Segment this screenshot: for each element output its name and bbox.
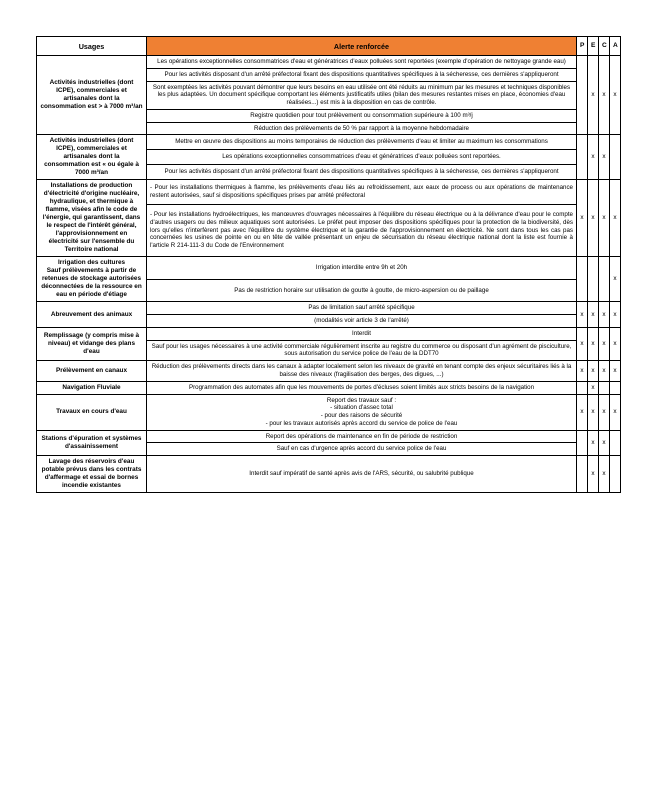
flag-cell: x — [599, 56, 610, 135]
usage-label: Activités industrielles (dont ICPE), commerciales et artisanales dont la consommation est > à 7000 m³/an — [37, 56, 147, 135]
restrictions-table-sheet — [36, 36, 620, 493]
measure-cell: Sont exemptées les activités pouvant démontrer que leurs besoins en eau utilisée ont été réduits au minimum par les mesures et techniques disponibles les plus adaptées. Un document spécifique comportant les éléments justificatifs utiles (bilan des mesures restantes mises en place, économies d'eau réalisées...) est mis à la disposition en cas de contrôle. — [147, 81, 577, 109]
flag-cell: x — [599, 135, 610, 180]
flag-cell: x — [588, 430, 599, 456]
flag-cell — [610, 430, 621, 456]
flag-cell: x — [588, 381, 599, 394]
flag-cell: x — [577, 302, 588, 328]
flag-cell: x — [610, 394, 621, 430]
usage-label: Irrigation des cultures Sauf prélèvements à partir de retenues de stockage autorisées déconnectées de la ressource en eau en période d'étiage — [37, 257, 147, 302]
usage-label: Lavage des réservoirs d'eau potable prévus dans les contrats d'affermage et essai de bornes incendie existantes — [37, 456, 147, 493]
table-row — [37, 180, 621, 205]
water-restrictions-table — [36, 36, 621, 493]
table-header-row — [37, 37, 621, 56]
usage-label: Abreuvement des animaux — [37, 302, 147, 328]
flag-cell — [577, 135, 588, 180]
flag-cell: x — [599, 430, 610, 456]
flag-cell: x — [588, 394, 599, 430]
measure-line: Report des travaux sauf : — [326, 396, 397, 404]
measure-line: - pour des raisons de sécurité — [320, 412, 403, 419]
measure-cell: Irrigation interdite entre 9h et 20h — [147, 257, 577, 280]
flag-cell: x — [610, 180, 621, 257]
table-row — [37, 302, 621, 315]
flag-cell: x — [588, 302, 599, 328]
measure-cell: Les opérations exceptionnelles consommatrices d'eau et génératrices d'eaux polluées sont reportées (exemple d'opération de nettoyage grande eau) — [147, 56, 577, 69]
measure-cell: Les opérations exceptionnelles consommatrices d'eau et génératrices d'eaux polluées sont reportées. — [147, 150, 577, 165]
flag-cell: x — [599, 327, 610, 360]
flag-cell — [577, 456, 588, 493]
measure-cell: Pas de restriction horaire sur utilisation de goutte à goutte, de micro-aspersion ou de paillage — [147, 279, 577, 302]
flag-cell — [610, 135, 621, 180]
measure-cell: Interdit — [147, 327, 577, 340]
usage-label: Remplissage (y compris mise à niveau) et vidange des plans d'eau — [37, 327, 147, 360]
table-row — [37, 327, 621, 340]
measure-cell: Réduction des prélèvements directs dans les canaux à adapter localement selon les niveaux de gravité en tenant compte des enjeux sécuritaires liés à la baisse des niveaux (fragilisation des berges, des digues, ...) — [147, 361, 577, 382]
flag-cell: x — [588, 456, 599, 493]
usage-label: Activités industrielles (dont ICPE), commerciales et artisanales dont la consommation est « ou égale à 7000 m³/an — [37, 135, 147, 180]
flag-cell — [577, 56, 588, 135]
measure-cell: Report des opérations de maintenance en fin de période de restriction — [147, 430, 577, 443]
column-header-flag-p: P — [577, 37, 588, 56]
flag-cell: x — [599, 394, 610, 430]
column-header-flag-e: E — [588, 37, 599, 56]
measure-cell: Pour les activités disposant d'un arrêté préfectoral fixant des dispositions quantitatives spécifiques à la sécheresse, ces dernières s'appliqueront — [147, 165, 577, 180]
flag-cell: x — [599, 302, 610, 328]
column-header-alerte-renforcee: Alerte renforcée — [147, 37, 577, 56]
table-row — [37, 456, 621, 493]
measure-line: - pour les travaux autorisés après accord du service de police de l'eau — [265, 419, 458, 427]
usage-label: Travaux en cours d'eau — [37, 394, 147, 430]
table-row — [37, 394, 621, 430]
measure-cell: Pour les activités disposant d'un arrêté préfectoral fixant des dispositions quantitatives spécifiques à la sécheresse, ces dernières s'appliqueront — [147, 68, 577, 81]
column-header-flag-c: C — [599, 37, 610, 56]
flag-cell — [588, 257, 599, 302]
flag-cell: x — [588, 361, 599, 382]
table-row — [37, 56, 621, 69]
flag-cell: x — [577, 394, 588, 430]
table-row — [37, 381, 621, 394]
measure-cell: - Pour les installations thermiques à flamme, les prélèvements d'eau liés au refroidissement, aux eaux de process ou aux opérations de maintenance restent autorisées, sauf si dispositions spécifiques prises par arrêté préfectoral — [147, 180, 577, 205]
usage-label: Installations de production d'électricité d'origine nucléaire, hydraulique, et thermique à flamme, visées afin le code de l'énergie, qui garantissent, dans le respect de l'intérêt général, l'approvisionnement en électricité sur l'ensemble du Territoire national — [37, 180, 147, 257]
flag-cell: x — [610, 257, 621, 302]
column-header-usages: Usages — [37, 37, 147, 56]
usage-label: Navigation Fluviale — [37, 381, 147, 394]
measure-cell: Mettre en œuvre des dispositions au moins temporaires de réduction des prélèvements d'eau et limiter au maximum les consommations — [147, 135, 577, 150]
flag-cell: x — [610, 327, 621, 360]
measure-cell: (modalités voir article 3 de l'arrêté) — [147, 315, 577, 328]
flag-cell: x — [588, 180, 599, 257]
measure-cell: Sauf pour les usages nécessaires à une activité commerciale régulièrement inscrite au registre du commerce ou disposant d'un agrément de pisciculture, sous autorisation du service police de l'eau de la DDT70 — [147, 340, 577, 361]
flag-cell: x — [588, 56, 599, 135]
measure-cell: Registre quotidien pour tout prélèvement ou consommation supérieure à 100 m³/j — [147, 109, 577, 122]
flag-cell — [577, 381, 588, 394]
flag-cell: x — [577, 180, 588, 257]
measure-cell — [147, 394, 577, 430]
flag-cell: x — [610, 302, 621, 328]
measure-cell: - Pour les installations hydroélectriques, les manœuvres d'ouvrages nécessaires à l'équilibre du réseau électrique ou à la délivrance d'eau pour le compte d'autres usagers ou des milieux aquatiques sont autorisées. Le préfet peut imposer des dispositions spécifiques pour la protection de la biodiversité, dès lors qu'elles n'interfèrent pas avec l'équilibre du système électrique et la garantie de l'approvisionnement en électricité. Ne sont dans tous les cas pas concernées les usines de pointe en ou en tête de vallée présentant un enjeu de sécurisation du réseau électrique national dont la liste est fournie à l'article R 214-111-3 du Code de l'Environnement — [147, 204, 577, 256]
measure-cell: Sauf en cas d'urgence après accord du service police de l'eau — [147, 443, 577, 456]
measure-line: - situation d'assec total — [330, 404, 393, 412]
flag-cell — [610, 381, 621, 394]
flag-cell: x — [599, 180, 610, 257]
table-row — [37, 135, 621, 150]
usage-label: Prélèvement en canaux — [37, 361, 147, 382]
table-row — [37, 257, 621, 280]
flag-cell — [599, 381, 610, 394]
flag-cell: x — [588, 327, 599, 360]
table-body — [37, 56, 621, 493]
usage-label: Stations d'épuration et systèmes d'assainissement — [37, 430, 147, 456]
flag-cell: x — [577, 361, 588, 382]
column-header-flag-a: A — [610, 37, 621, 56]
measure-cell: Pas de limitation sauf arrêté spécifique — [147, 302, 577, 315]
measure-cell: Réduction des prélèvements de 50 % par rapport à la moyenne hebdomadaire — [147, 122, 577, 135]
table-row — [37, 361, 621, 382]
flag-cell: x — [610, 56, 621, 135]
flag-cell: x — [610, 361, 621, 382]
flag-cell: x — [588, 135, 599, 180]
flag-cell — [577, 430, 588, 456]
flag-cell — [599, 257, 610, 302]
table-row — [37, 430, 621, 443]
measure-cell: Interdit sauf impératif de santé après avis de l'ARS, sécurité, ou salubrité publique — [147, 456, 577, 493]
flag-cell: x — [599, 361, 610, 382]
flag-cell: x — [577, 327, 588, 360]
flag-cell — [577, 257, 588, 302]
flag-cell: x — [599, 456, 610, 493]
measure-cell: Programmation des automates afin que les mouvements de portes d'écluses soient limités aux stricts besoins de la navigation — [147, 381, 577, 394]
flag-cell — [610, 456, 621, 493]
